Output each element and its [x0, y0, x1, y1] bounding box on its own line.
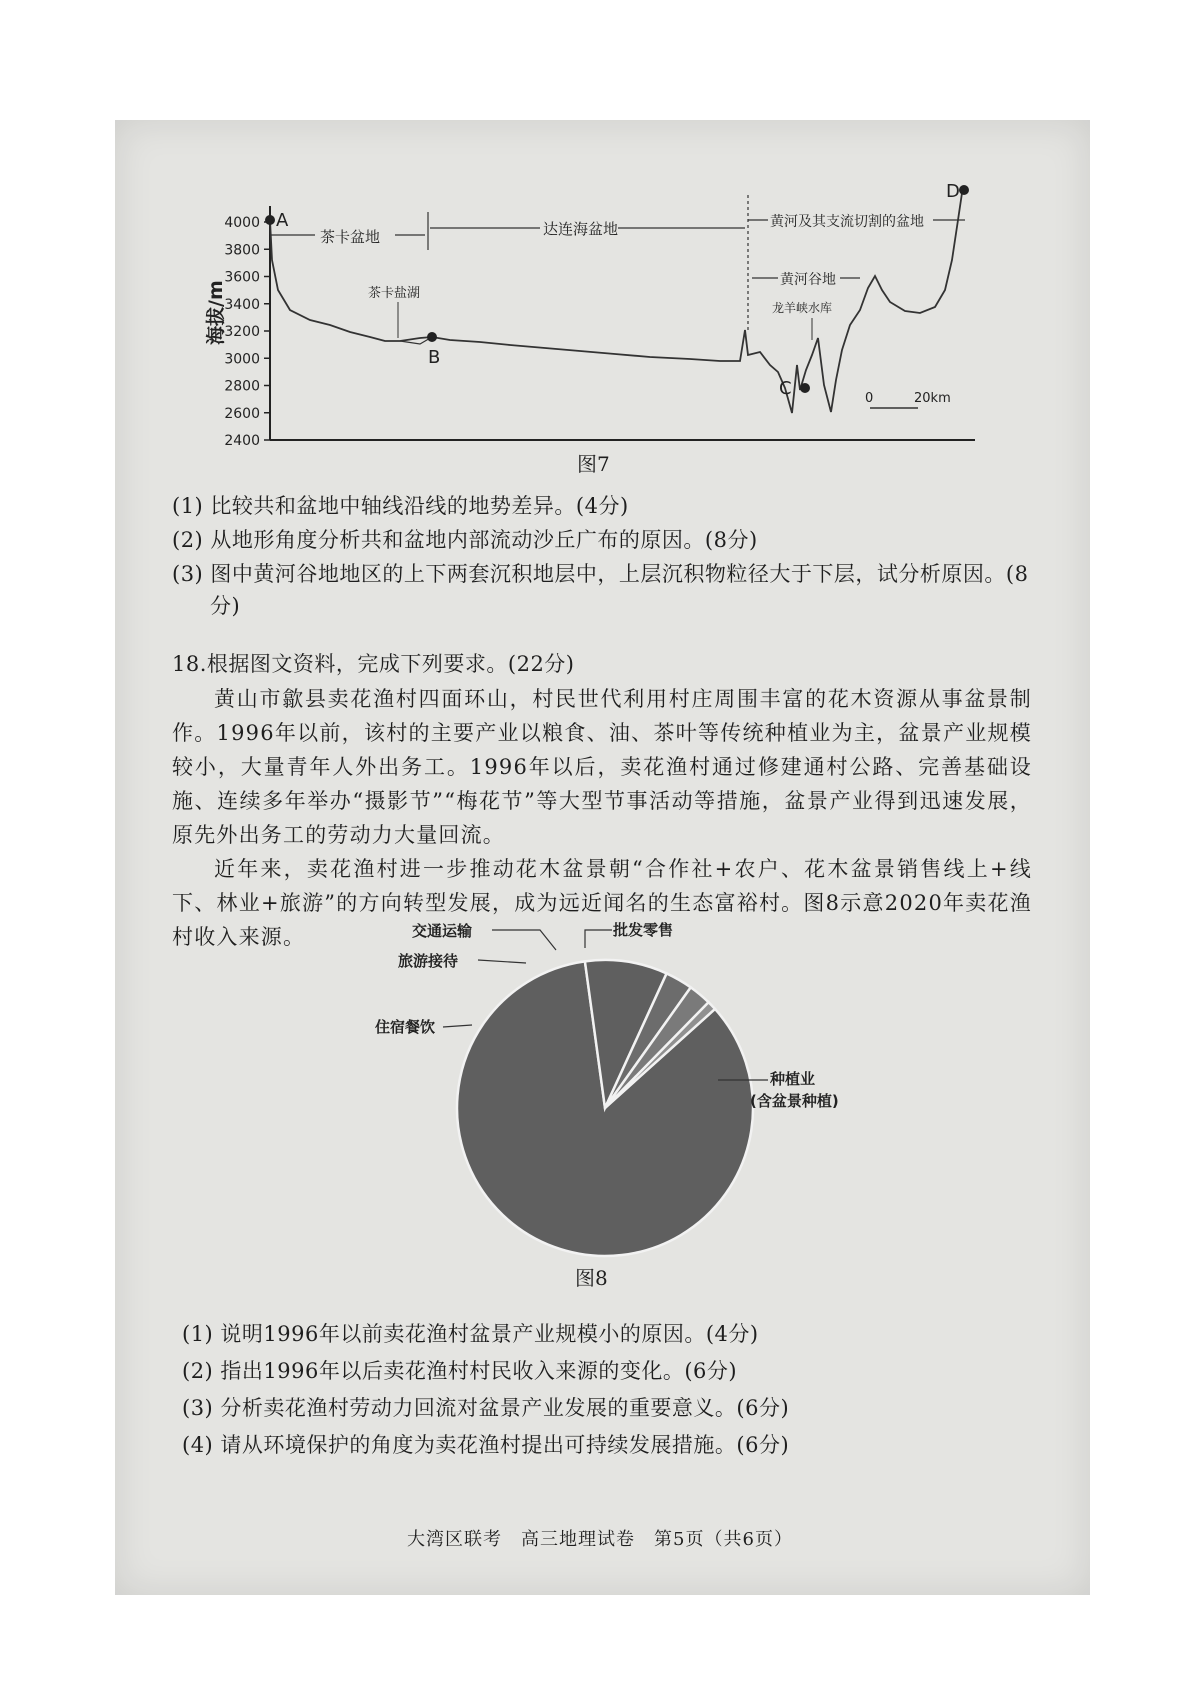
huanghe-valley-label: 黄河谷地 — [780, 272, 836, 288]
figure-7-caption: 图7 — [577, 452, 610, 476]
y-tick-label: 2800 — [224, 378, 260, 395]
y-tick-label: 3600 — [224, 269, 260, 286]
chaka-salt-lake-label: 茶卡盐湖 — [368, 286, 421, 301]
q18-paragraph-2: 近年来，卖花渔村进一步推动花木盆景朝“合作社+农户、花木盆景销售线上+线下、林业+旅游”的方向转型发展，成为远近闻名的生态富裕村。图8示意2020年卖花渔村收入来源。 — [172, 857, 1032, 949]
pie-label-retail: 批发零售 — [613, 921, 674, 939]
figure-8-caption: 图8 — [575, 1266, 608, 1290]
pie-label-transport: 交通运输 — [412, 922, 473, 940]
q18-item-2: (2) 指出1996年以后卖花渔村村民收入来源的变化。(6分) — [182, 1359, 738, 1383]
y-tick-label: 4000 — [224, 215, 260, 231]
longyangxia-label: 龙羊峡水库 — [772, 301, 833, 315]
point-d-label: D — [946, 181, 960, 202]
pie-label-planting: 种植业 — [770, 1070, 816, 1088]
y-tick-label: 2400 — [224, 433, 260, 449]
q17-item-2: (2) 从地形角度分析共和盆地内部流动沙丘广布的原因。(8分) — [172, 528, 758, 552]
dalianhai-basin-label: 达连海盆地 — [543, 220, 619, 238]
point-c-label: C — [779, 378, 792, 399]
q18-item-1: (1) 说明1996年以前卖花渔村盆景产业规模小的原因。(4分) — [182, 1322, 759, 1346]
y-tick-label: 3000 — [224, 351, 260, 368]
pie-label-lodging: 住宿餐饮 — [375, 1018, 436, 1036]
q18-header: 18.根据图文资料，完成下列要求。(22分) — [172, 652, 575, 676]
q17-item-1: (1) 比较共和盆地中轴线沿线的地势差异。(4分) — [172, 494, 629, 518]
leader-lodging — [443, 1025, 472, 1027]
pie-slices — [457, 960, 753, 1256]
point-a-label: A — [276, 210, 289, 231]
y-tick-label: 3800 — [224, 242, 260, 259]
huanghe-basins-label: 黄河及其支流切割的盆地 — [770, 214, 924, 230]
page-footer: 大湾区联考 高三地理试卷 第5页（共6页） — [407, 1529, 793, 1550]
leader-tourism — [478, 960, 526, 963]
pie-label-tourism: 旅游接待 — [398, 952, 459, 970]
q18-item-3: (3) 分析卖花渔村劳动力回流对盆景产业发展的重要意义。(6分) — [182, 1396, 790, 1420]
q18-item-4: (4) 请从环境保护的角度为卖花渔村提出可持续发展措施。(6分) — [182, 1433, 790, 1457]
y-tick-label: 3400 — [224, 296, 260, 313]
q17-item-3: (3) 图中黄河谷地地区的上下两套沉积地层中，上层沉积物粒径大于下层，试分析原因。(8 — [172, 562, 1029, 586]
y-tick-label: 2600 — [224, 405, 260, 422]
scale-zero: 0 — [865, 391, 874, 406]
leader-transport — [492, 930, 556, 950]
scale-label: 20km — [914, 391, 951, 406]
chaka-basin-label: 茶卡盆地 — [320, 228, 381, 246]
q18-paragraph-1: 黄山市歙县卖花渔村四面环山，村民世代利用村庄周围丰富的花木资源从事盆景制作。1996年以前，该村的主要产业以粮食、油、茶叶等传统种植业为主，盆景产业规模较小，大量青年人外出务工。1996年以后，卖花渔村通过修建通村公路、完善基础设施、连续多年举办“摄影节”“梅花节”等大型节事活动等措施，盆景产业得到迅速发展，原先外出务工的劳动力大量回流。 — [172, 687, 1032, 847]
q17-item-3-cont: 分) — [210, 594, 241, 618]
point-b-label: B — [428, 347, 441, 368]
leader-retail — [585, 930, 612, 948]
y-axis-label: 海拔/m — [205, 280, 227, 345]
y-tick-label: 3200 — [224, 324, 260, 340]
pie-label-planting-sub: (含盆景种植) — [750, 1092, 839, 1110]
